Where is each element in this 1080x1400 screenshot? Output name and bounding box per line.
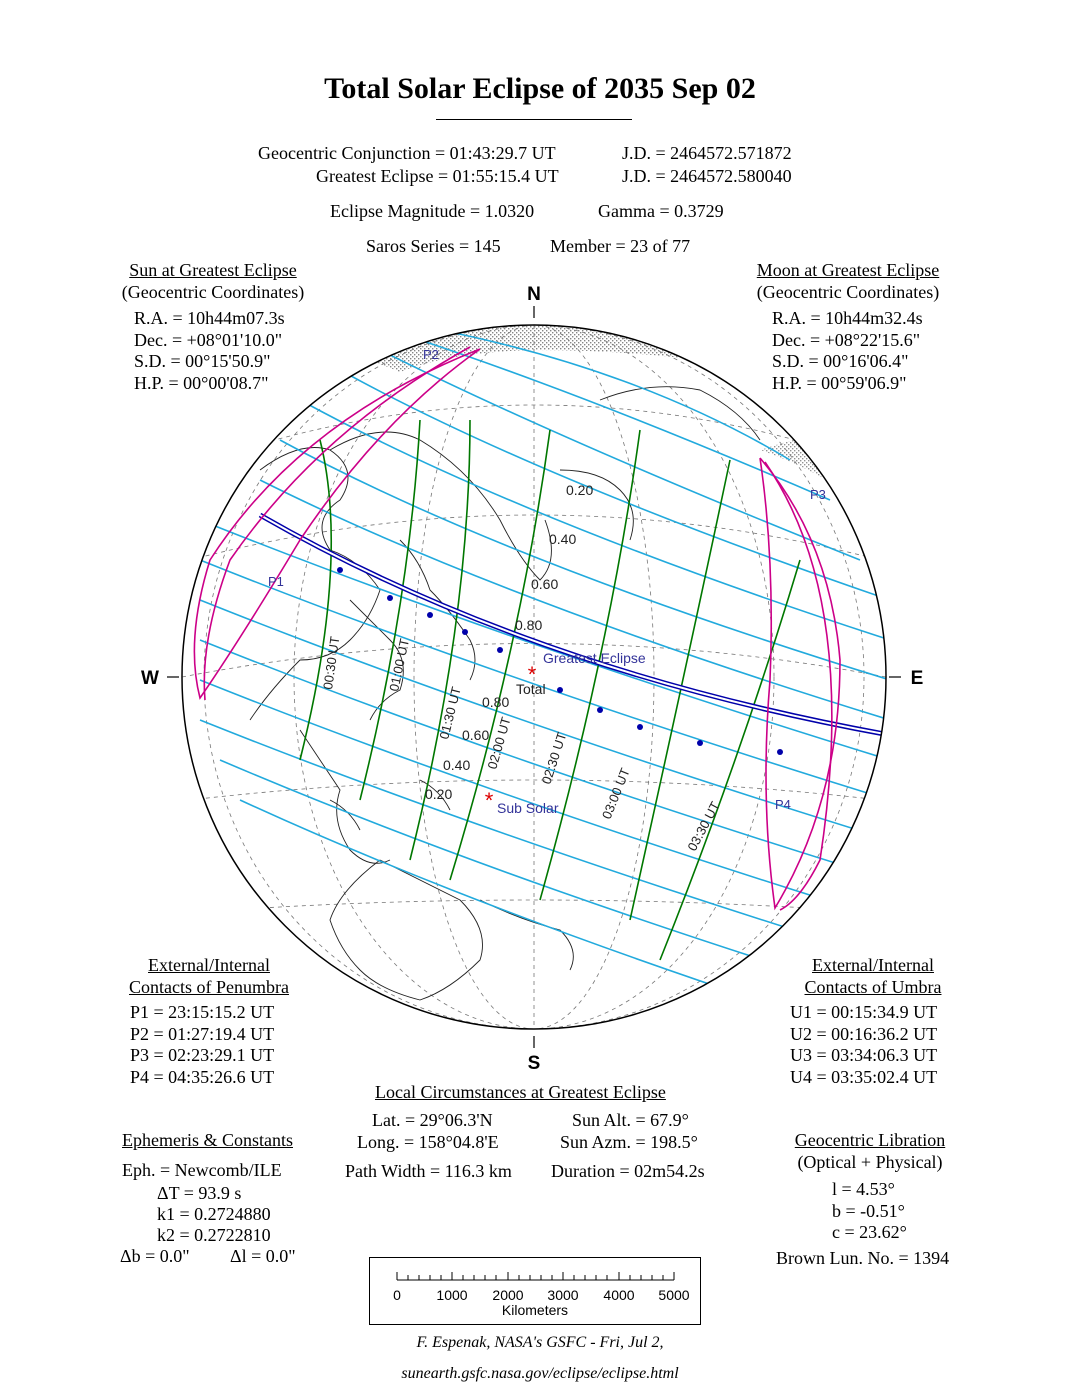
scale-tick-4000: 4000: [603, 1287, 635, 1303]
time-label-0230: 02:30 UT: [538, 730, 570, 786]
libration-heading: Geocentric Libration: [794, 1130, 946, 1150]
time-label-0030: 00:30 UT: [320, 635, 343, 691]
magnitude-text: Eclipse Magnitude = 1.0320: [330, 201, 535, 221]
libration-subheading: (Optical + Physical): [797, 1151, 943, 1172]
credit-line1: F. Espenak, NASA's GSFC - Fri, Jul 2,: [416, 1334, 664, 1351]
saros-text: Saros Series = 145: [366, 236, 501, 256]
local-heading: Local Circumstances at Greatest Eclipse: [375, 1082, 666, 1102]
mag-north-080: 0.80: [515, 617, 543, 633]
contact-p2: P2 = 01:27:19.4 UT: [130, 1023, 275, 1044]
contact-p3: P3 = 02:23:29.1 UT: [130, 1045, 275, 1065]
time-labels: [320, 635, 723, 853]
contact-u2: U2 = 00:16:36.2 UT: [790, 1023, 938, 1044]
ephemeris-dl: Δl = 0.0": [230, 1246, 296, 1266]
umbra-values: [790, 1002, 937, 1088]
local-sun-azm: Sun Azm. = 198.5°: [560, 1132, 698, 1152]
contact-p2-label: P2: [423, 347, 439, 362]
greatest-eclipse-label: Greatest Eclipse: [543, 650, 646, 666]
moon-dec: Dec. = +08°22'15.6": [772, 329, 921, 350]
gamma-text: Gamma = 0.3729: [598, 201, 724, 221]
scale-tick-1000: 1000: [436, 1287, 468, 1303]
sun-dec: Dec. = +08°01'10.0": [134, 329, 283, 350]
scale-tick-5000: 5000: [658, 1287, 690, 1303]
umbra-heading2: Contacts of Umbra: [804, 976, 942, 997]
sun-ra: R.A. = 10h44m07.3s: [134, 308, 285, 328]
penumbra-values: [130, 1002, 274, 1088]
ephemeris-k2: k2 = 0.2722810: [157, 1225, 271, 1245]
conjunction-text: Geocentric Conjunction = 01:43:29.7 UT: [258, 143, 556, 163]
total-label: Total: [516, 681, 546, 697]
subsolar-label: Sub Solar: [497, 800, 559, 816]
time-label-0300: 03:00 UT: [598, 765, 633, 822]
ephemeris-k1: k1 = 0.2724880: [157, 1204, 271, 1224]
credit-line2: sunearth.gsfc.nasa.gov/eclipse/eclipse.html: [401, 1365, 679, 1382]
moon-subheading: (Geocentric Coordinates): [756, 281, 940, 302]
brown-lunation: Brown Lun. No. = 1394: [776, 1248, 950, 1268]
sun-hp: H.P. = 00°00'08.7": [134, 372, 269, 393]
libration-block: [782, 1130, 958, 1173]
penumbra-heading2: Contacts of Penumbra: [129, 976, 289, 997]
sun-sd: S.D. = 00°15'50.9": [134, 351, 271, 371]
local-long: Long. = 158°04.8'E: [357, 1132, 499, 1152]
night-shading-east: [760, 420, 890, 520]
greatest-eclipse-marker: *: [527, 662, 537, 687]
scale-bar-box: [369, 1257, 701, 1325]
scale-unit: Kilometers: [501, 1302, 569, 1318]
ephemeris-eph: Eph. = Newcomb/ILE: [122, 1160, 282, 1180]
libration-values: [832, 1179, 907, 1244]
moon-hp: H.P. = 00°59'06.9": [772, 372, 907, 393]
mag-south-080: 0.80: [482, 694, 510, 710]
ephemeris-db: Δb = 0.0": [120, 1246, 190, 1266]
contact-p1: P1 = 23:15:15.2 UT: [130, 1002, 275, 1022]
conjunction-jd-text: J.D. = 2464572.571872: [622, 143, 792, 163]
local-lat: Lat. = 29°06.3'N: [372, 1110, 493, 1130]
time-label-0330: 03:30 UT: [684, 799, 723, 854]
scale-tick-0: 0: [393, 1287, 401, 1303]
member-text: Member = 23 of 77: [550, 236, 691, 256]
contact-p4-label: P4: [775, 797, 791, 812]
mag-south-060: 0.60: [462, 727, 490, 743]
central-path: [260, 515, 890, 735]
contact-u1: U1 = 00:15:34.9 UT: [790, 1002, 938, 1022]
local-duration: Duration = 02m54.2s: [551, 1161, 705, 1181]
time-label-0100: 01:00 UT: [386, 637, 413, 693]
sun-heading: Sun at Greatest Eclipse: [129, 260, 297, 280]
sun-subheading: (Geocentric Coordinates): [121, 281, 305, 302]
contact-p4: P4 = 04:35:26.6 UT: [130, 1066, 275, 1087]
contact-p1-label: P1: [268, 574, 284, 589]
moon-heading: Moon at Greatest Eclipse: [756, 260, 940, 280]
scale-bar: [370, 1258, 700, 1324]
magnitude-labels: [425, 482, 593, 802]
umbra-heading1: External/Internal: [812, 955, 934, 975]
mag-south-040: 0.40: [443, 757, 471, 773]
contact-u3: U3 = 03:34:06.3 UT: [790, 1045, 938, 1065]
east-label: E: [910, 668, 924, 689]
libration-l: l = 4.53°: [832, 1179, 895, 1199]
libration-b: b = -0.51°: [832, 1200, 905, 1221]
greatest-eclipse-jd-text: J.D. = 2464572.580040: [622, 166, 792, 186]
ephemeris-dt: ΔT = 93.9 s: [157, 1183, 242, 1203]
greatest-eclipse-text: Greatest Eclipse = 01:55:15.4 UT: [316, 166, 559, 186]
penumbra-heading1: External/Internal: [148, 955, 270, 975]
time-label-0200: 02:00 UT: [484, 715, 514, 771]
scale-tick-2000: 2000: [492, 1287, 524, 1303]
time-label-0130: 01:30 UT: [436, 685, 464, 741]
scale-tick-3000: 3000: [547, 1287, 579, 1303]
libration-c: c = 23.62°: [832, 1222, 907, 1242]
moon-sd: S.D. = 00°16'06.4": [772, 351, 909, 371]
local-sun-alt: Sun Alt. = 67.9°: [572, 1110, 689, 1130]
umbra-block: [790, 955, 956, 998]
night-shading: [182, 300, 890, 420]
west-label: W: [141, 668, 159, 689]
north-label: N: [527, 284, 541, 305]
mag-north-020: 0.20: [566, 482, 594, 498]
page-title: Total Solar Eclipse of 2035 Sep 02: [324, 72, 756, 105]
mag-north-040: 0.40: [549, 531, 577, 547]
mag-north-060: 0.60: [531, 576, 559, 592]
contact-u4: U4 = 03:35:02.4 UT: [790, 1066, 938, 1087]
scale-ticks: [397, 1272, 674, 1280]
local-path-width: Path Width = 116.3 km: [345, 1161, 512, 1181]
moon-ra: R.A. = 10h44m32.4s: [772, 308, 923, 328]
mag-south-020: 0.20: [425, 786, 453, 802]
subsolar-marker: *: [484, 788, 494, 813]
penumbra-block: [122, 955, 296, 998]
south-label: S: [527, 1053, 541, 1074]
ephemeris-heading: Ephemeris & Constants: [122, 1130, 293, 1150]
contact-p3-label: P3: [810, 487, 826, 502]
